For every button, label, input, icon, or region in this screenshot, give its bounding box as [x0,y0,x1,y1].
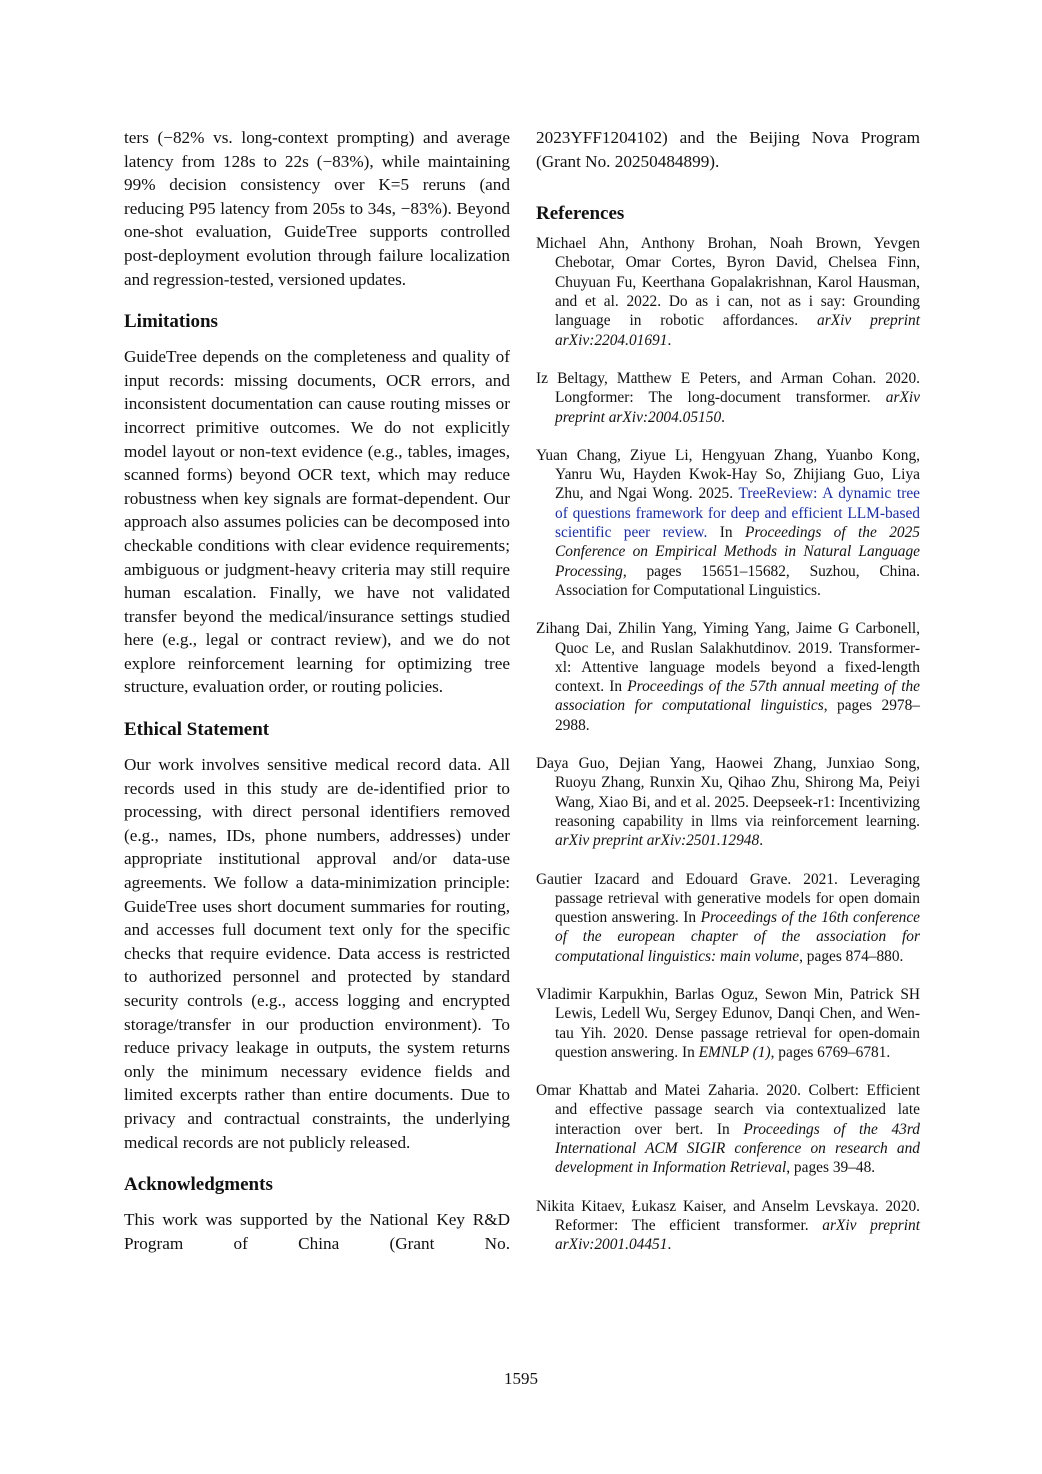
reference-authors-title: Yuan Chang, Ziyue Li, Hengyuan Zhang, Yuanbo Kong, Yanru Wu, Hayden Kwok-Hay So, Zhijiang Guo, Liya Zhu, and Ngai Wong. 2025. [536,446,920,503]
reference-pages: , pages 6769–6781. [770,1043,891,1061]
reference-venue: Proceedings of the 57th annual meeting of the association for computational linguistics [555,678,920,715]
ethics-heading: Ethical Statement [124,719,270,741]
left-column [124,126,510,1255]
reference-venue: Proceedings of the 43rd International ACM SIGIR conference on research and development in Information Retrieval [555,1120,920,1177]
acknowledgments-heading: Acknowledgments [124,1174,273,1196]
reference-entry [536,446,920,600]
reference-entry [536,619,920,735]
reference-venue: arXiv preprint arXiv:2501.12948 [555,832,760,850]
references-heading: References [536,203,625,225]
page-number: 1595 [504,1369,538,1388]
reference-authors-title: Zihang Dai, Zhilin Yang, Yiming Yang, Jaime G Carbonell, Quoc Le, and Ruslan Salakhutdinov. 2019. Transformer-xl: Attentive language models beyond a fixed-length context. In [536,620,920,696]
reference-authors-title: Gautier Izacard and Edouard Grave. 2021. Leveraging passage retrieval with generative models for open domain question answering. In [536,870,920,927]
limitations-heading: Limitations [124,311,218,333]
intro-paragraph: ters (−82% vs. long-context prompting) and average latency from 128s to 22s (−83%), while maintaining 99% decision consistency over K=5 reruns (and reducing P95 latency from 205s to 34s, −83%). Beyond one-shot evaluation, GuideTree supports controlled post-deployment evolution through failure localization and regression-tested, versioned updates. [124,128,510,289]
reference-list [536,234,920,1254]
reference-entry [536,234,920,350]
reference-pages: , pages 15651–15682, Suzhou, China. Association for Computational Linguistics. [555,562,920,599]
acknowledgments-continued: 2023YFF1204102) and the Beijing Nova Program (Grant No. 20250484899). [536,128,920,171]
reference-pages: . [721,408,726,426]
reference-link[interactable]: TreeReview: A dynamic tree of questions framework for deep and efficient LLM-based scientific peer review. [555,485,920,542]
reference-authors-title: Michael Ahn, Anthony Brohan, Noah Brown, Yevgen Chebotar, Omar Cortes, Byron David, Chelsea Finn, Chuyuan Fu, Keerthana Gopalakrishnan, Karol Hausman, and et al. 2022. Do as i can, not as i say: Grounding language in robotic affordances. [536,235,920,330]
reference-venue: arXiv preprint arXiv:2004.05150 [555,389,920,426]
reference-entry [536,985,920,1062]
reference-pages: , pages 874–880. [799,947,904,965]
reference-entry [536,754,920,850]
ethics-text: Our work involves sensitive medical record data. All records used in this study are de-identified prior to processing, with direct personal identifiers removed (e.g., names, IDs, phone numbers, addresses) under appropriate institutional approval and/or data-use agreements. We follow a data-minimization principle: GuideTree uses short document summaries for routing, and accesses full document text only for the specific checks that require evidence. Data access is restricted to authorized personnel and protected by standard security controls (e.g., access logging and encrypted storage/transfer in our production environment). To reduce privacy leakage in outputs, the system returns only the minimum necessary evidence fields and limited excerpts rather than entire documents. Due to privacy and contractual constraints, the underlying medical records are not publicly released. [124,755,510,1152]
reference-connector: In [707,524,745,542]
reference-venue: arXiv preprint arXiv:2001.04451 [555,1216,920,1254]
reference-authors-title: Nikita Kitaev, Łukasz Kaiser, and Anselm Levskaya. 2020. Reformer: The efficient transformer. [536,1197,920,1234]
reference-pages: . [667,1236,672,1254]
reference-pages: . [667,331,672,349]
reference-pages: , pages 39–48. [786,1159,876,1177]
reference-entry [536,1081,920,1177]
reference-pages: . [759,832,764,850]
reference-entry [536,1197,920,1255]
reference-entry [536,369,920,427]
reference-pages: , pages 2978–2988. [555,697,920,734]
reference-venue: EMNLP (1) [698,1043,771,1061]
limitations-text: GuideTree depends on the completeness and quality of input records: missing documents, OCR errors, and inconsistent documentation can cause routing misses or incorrect primitive outcomes. We do not explicitly model layout or non-text evidence (e.g., tables, images, scanned forms) beyond OCR text, which may reduce robustness when key signals are format-dependent. Our approach also assumes policies can be decomposed into checkable conditions with clear evidence requirements; ambiguous or judgment-heavy criteria may still require human escalation. Finally, we have not validated transfer beyond the medical/insurance settings studied here (e.g., legal or contract review), and we do not explore reinforcement learning for optimizing tree structure, evaluation order, or routing policies. [124,347,510,697]
acknowledgments-text: This work was supported by the National Key R&D Program of China (Grant No. [124,1210,510,1253]
reference-authors-title: Iz Beltagy, Matthew E Peters, and Arman Cohan. 2020. Longformer: The long-document transformer. [536,369,920,407]
reference-entry [536,870,920,966]
reference-authors-title: Vladimir Karpukhin, Barlas Oguz, Sewon Min, Patrick SH Lewis, Ledell Wu, Sergey Edunov, Danqi Chen, and Wen-tau Yih. 2020. Dense passage retrieval for open-domain question answering. In [536,985,920,1061]
reference-authors-title: Daya Guo, Dejian Yang, Haowei Zhang, Junxiao Song, Ruoyu Zhang, Runxin Xu, Qihao Zhu, Shirong Ma, Peiyi Wang, Xiao Bi, and et al. 2025. Deepseek-r1: Incentivizing reasoning capability in llms via reinforcement learning. [536,755,920,830]
reference-venue: Proceedings of the 2025 Conference on Empirical Methods in Natural Language Processing [555,524,920,580]
reference-venue: Proceedings of the 16th conference of the european chapter of the association for computational linguistics: main volume [555,909,920,965]
right-column [536,126,920,1274]
reference-venue: arXiv preprint arXiv:2204.01691 [555,312,920,349]
reference-authors-title: Omar Khattab and Matei Zaharia. 2020. Colbert: Efficient and effective passage search via contextualized late interaction over bert. In [536,1082,920,1138]
